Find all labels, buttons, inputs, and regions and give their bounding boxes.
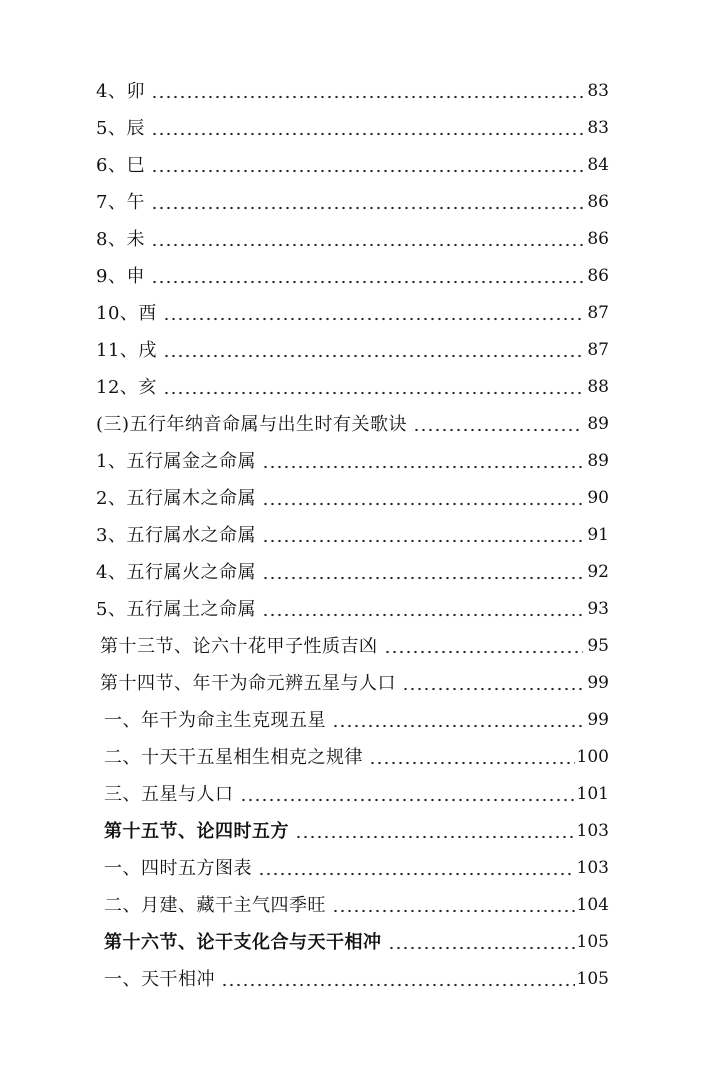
toc-entry-title: 二、月建、藏干主气四季旺: [104, 895, 326, 916]
toc-entry-page: 103: [576, 821, 609, 841]
dot-leader: [221, 961, 575, 998]
toc-entry-page: 95: [587, 636, 609, 656]
toc-entry-title: 5、五行属土之命属: [96, 599, 256, 620]
toc-entry-title: 12、亥: [96, 377, 157, 398]
dot-leader: [240, 776, 575, 813]
toc-entry-title: 三、五星与人口: [104, 784, 234, 805]
dot-leader: [262, 480, 583, 517]
toc-entry: [0, 591, 726, 628]
dot-leader: [163, 369, 583, 406]
toc-entry: [0, 443, 726, 480]
dot-leader: [151, 184, 583, 221]
toc-entry-page: 100: [576, 747, 609, 767]
toc-entry-page: 83: [587, 118, 609, 138]
toc-entry-title: 一、四时五方图表: [104, 858, 252, 879]
toc-entry: [0, 332, 726, 369]
toc-entry-page: 105: [576, 932, 609, 952]
toc-entry: [0, 295, 726, 332]
dot-leader: [151, 110, 583, 147]
toc-entry-page: 86: [587, 229, 609, 249]
toc-entry-title: 第十六节、论干支化合与天干相冲: [104, 932, 382, 953]
toc-entry-title: 8、未: [96, 229, 145, 250]
dot-leader: [163, 332, 583, 369]
toc-entry-page: 87: [587, 303, 609, 323]
toc-entry: [0, 776, 726, 813]
toc-entry: [0, 480, 726, 517]
toc-entry-page: 84: [587, 155, 609, 175]
toc-entry: [0, 147, 726, 184]
toc-entry-page: 89: [587, 451, 609, 471]
toc-entry-title: 4、五行属火之命属: [96, 562, 256, 583]
toc-entry: [0, 739, 726, 776]
dot-leader: [332, 702, 583, 739]
toc-entry: [0, 258, 726, 295]
toc-entry: [0, 517, 726, 554]
toc-entry-page: 87: [587, 340, 609, 360]
toc-entry-page: 92: [587, 562, 609, 582]
dot-leader: [151, 73, 583, 110]
toc-entry-title: 5、辰: [96, 118, 145, 139]
toc-entry-title: 7、午: [96, 192, 145, 213]
toc-entry: [0, 702, 726, 739]
toc-entry-title: 11、戌: [96, 340, 157, 361]
toc-entry-page: 99: [587, 710, 609, 730]
toc-entry-title: 4、卯: [96, 81, 145, 102]
dot-leader: [262, 554, 583, 591]
toc-entry-page: 93: [587, 599, 609, 619]
table-of-contents: [0, 73, 726, 998]
dot-leader: [151, 221, 583, 258]
toc-entry-title: (三)五行年纳音命属与出生时有关歌诀: [96, 414, 408, 435]
toc-entry-page: 86: [587, 266, 609, 286]
toc-entry: [0, 850, 726, 887]
dot-leader: [262, 517, 583, 554]
toc-entry: [0, 110, 726, 147]
toc-entry: [0, 221, 726, 258]
toc-entry-page: 90: [587, 488, 609, 508]
toc-entry-page: 89: [587, 414, 609, 434]
toc-entry: [0, 406, 726, 443]
toc-entry-title: 二、十天干五星相生相克之规律: [104, 747, 363, 768]
toc-entry-page: 99: [587, 673, 609, 693]
toc-entry-page: 104: [576, 895, 609, 915]
toc-entry-title: 10、酉: [96, 303, 157, 324]
dot-leader: [388, 924, 575, 961]
toc-entry-page: 91: [587, 525, 609, 545]
dot-leader: [369, 739, 575, 776]
toc-entry: [0, 887, 726, 924]
dot-leader: [262, 591, 583, 628]
toc-section-heading: [0, 813, 726, 850]
toc-entry-title: 一、天干相冲: [104, 969, 215, 990]
toc-entry-title: 第十四节、年干为命元辨五星与人口: [100, 673, 396, 694]
toc-entry: [0, 184, 726, 221]
dot-leader: [402, 665, 583, 702]
toc-entry-title: 一、年干为命主生克现五星: [104, 710, 326, 731]
toc-entry: [0, 554, 726, 591]
dot-leader: [413, 406, 583, 443]
toc-entry-title: 第十五节、论四时五方: [104, 821, 289, 842]
toc-entry: [0, 369, 726, 406]
toc-section-heading: [0, 924, 726, 961]
dot-leader: [163, 295, 583, 332]
toc-entry-page: 101: [576, 784, 609, 804]
toc-entry: [0, 961, 726, 998]
dot-leader: [151, 147, 583, 184]
toc-entry-page: 83: [587, 81, 609, 101]
toc-entry: [0, 628, 726, 665]
dot-leader: [258, 850, 575, 887]
dot-leader: [295, 813, 575, 850]
toc-entry-title: 6、巳: [96, 155, 145, 176]
toc-entry-title: 2、五行属木之命属: [96, 488, 256, 509]
toc-entry-title: 3、五行属水之命属: [96, 525, 256, 546]
dot-leader: [151, 258, 583, 295]
dot-leader: [384, 628, 584, 665]
toc-entry-title: 1、五行属金之命属: [96, 451, 256, 472]
toc-entry-page: 88: [587, 377, 609, 397]
toc-entry: [0, 665, 726, 702]
toc-entry-page: 103: [576, 858, 609, 878]
toc-entry-title: 第十三节、论六十花甲子性质吉凶: [100, 636, 378, 657]
toc-entry-title: 9、申: [96, 266, 145, 287]
toc-entry: [0, 73, 726, 110]
dot-leader: [332, 887, 575, 924]
toc-entry-page: 86: [587, 192, 609, 212]
toc-entry-page: 105: [576, 969, 609, 989]
dot-leader: [262, 443, 583, 480]
